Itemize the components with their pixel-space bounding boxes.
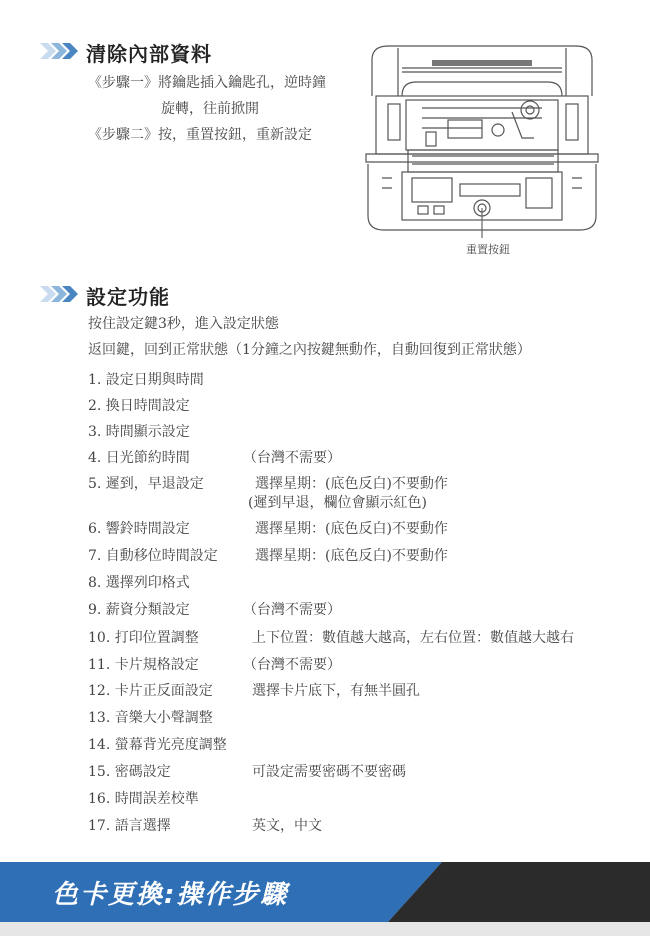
list-item-label: 15. 密碼設定 [88, 764, 171, 780]
step1-line1: 《步驟一》將鑰匙插入鑰匙孔，逆時鐘 [88, 75, 326, 91]
list-item-note: 選擇星期：(底色反白)不要動作 [255, 521, 448, 537]
list-item-label: 17. 語言選擇 [88, 818, 171, 834]
list-item-note: 英文，中文 [252, 818, 322, 834]
list-item-note: （台灣不需要） [243, 657, 341, 673]
list-item-note: 選擇星期：(底色反白)不要動作 [255, 548, 448, 564]
list-item-label: 7. 自動移位時間設定 [88, 548, 218, 564]
list-item-label: 10. 打印位置調整 [88, 630, 199, 646]
list-item-note: （台灣不需要） [243, 602, 341, 618]
intro-line2: 返回鍵，回到正常狀態（1分鐘之內按鍵無動作，自動回復到正常狀態） [88, 342, 531, 358]
chevron-icon [40, 284, 80, 304]
step2-text: 《步驟二》按，重置按鈕，重新設定 [88, 127, 312, 143]
list-item-note: （台灣不需要） [243, 450, 341, 466]
list-item-label: 8. 選擇列印格式 [88, 575, 190, 591]
list-item-note: 上下位置：數值越大越高，左右位置：數值越大越右 [252, 630, 574, 646]
section-title-settings: 設定功能 [86, 285, 170, 309]
list-item-label: 3. 時間顯示設定 [88, 424, 190, 440]
list-item-label: 16. 時間誤差校準 [88, 791, 199, 807]
list-item-label: 11. 卡片規格設定 [88, 657, 199, 673]
list-item-label: 6. 響鈴時間設定 [88, 521, 190, 537]
banner-title: 色卡更換:操作步驟 [52, 880, 289, 910]
step1-line2: 旋轉，往前掀開 [161, 101, 259, 117]
list-item-note: 可設定需要密碼不要密碼 [252, 764, 406, 780]
list-item-label: 13. 音樂大小聲調整 [88, 710, 213, 726]
list-item-note: 選擇星期：(底色反白)不要動作 [255, 476, 448, 492]
section-title-clear-data: 清除內部資料 [86, 42, 212, 66]
intro-line1: 按住設定鍵3秒，進入設定狀態 [88, 316, 279, 332]
list-item-note-2: (遲到早退，欄位會顯示紅色) [248, 495, 427, 511]
time-clock-device-illustration [362, 38, 602, 238]
list-item-note: 選擇卡片底下，有無半圓孔 [252, 683, 420, 699]
list-item-label: 12. 卡片正反面設定 [88, 683, 213, 699]
list-item-label: 5. 遲到，早退設定 [88, 476, 204, 492]
list-item-label: 14. 螢幕背光亮度調整 [88, 737, 227, 753]
chevron-icon [40, 41, 80, 61]
list-item-label: 2. 換日時間設定 [88, 398, 190, 414]
list-item-label: 1. 設定日期與時間 [88, 372, 204, 388]
list-item-label: 9. 薪資分類設定 [88, 602, 190, 618]
list-item-label: 4. 日光節約時間 [88, 450, 190, 466]
reset-button-caption: 重置按鈕 [466, 243, 510, 256]
